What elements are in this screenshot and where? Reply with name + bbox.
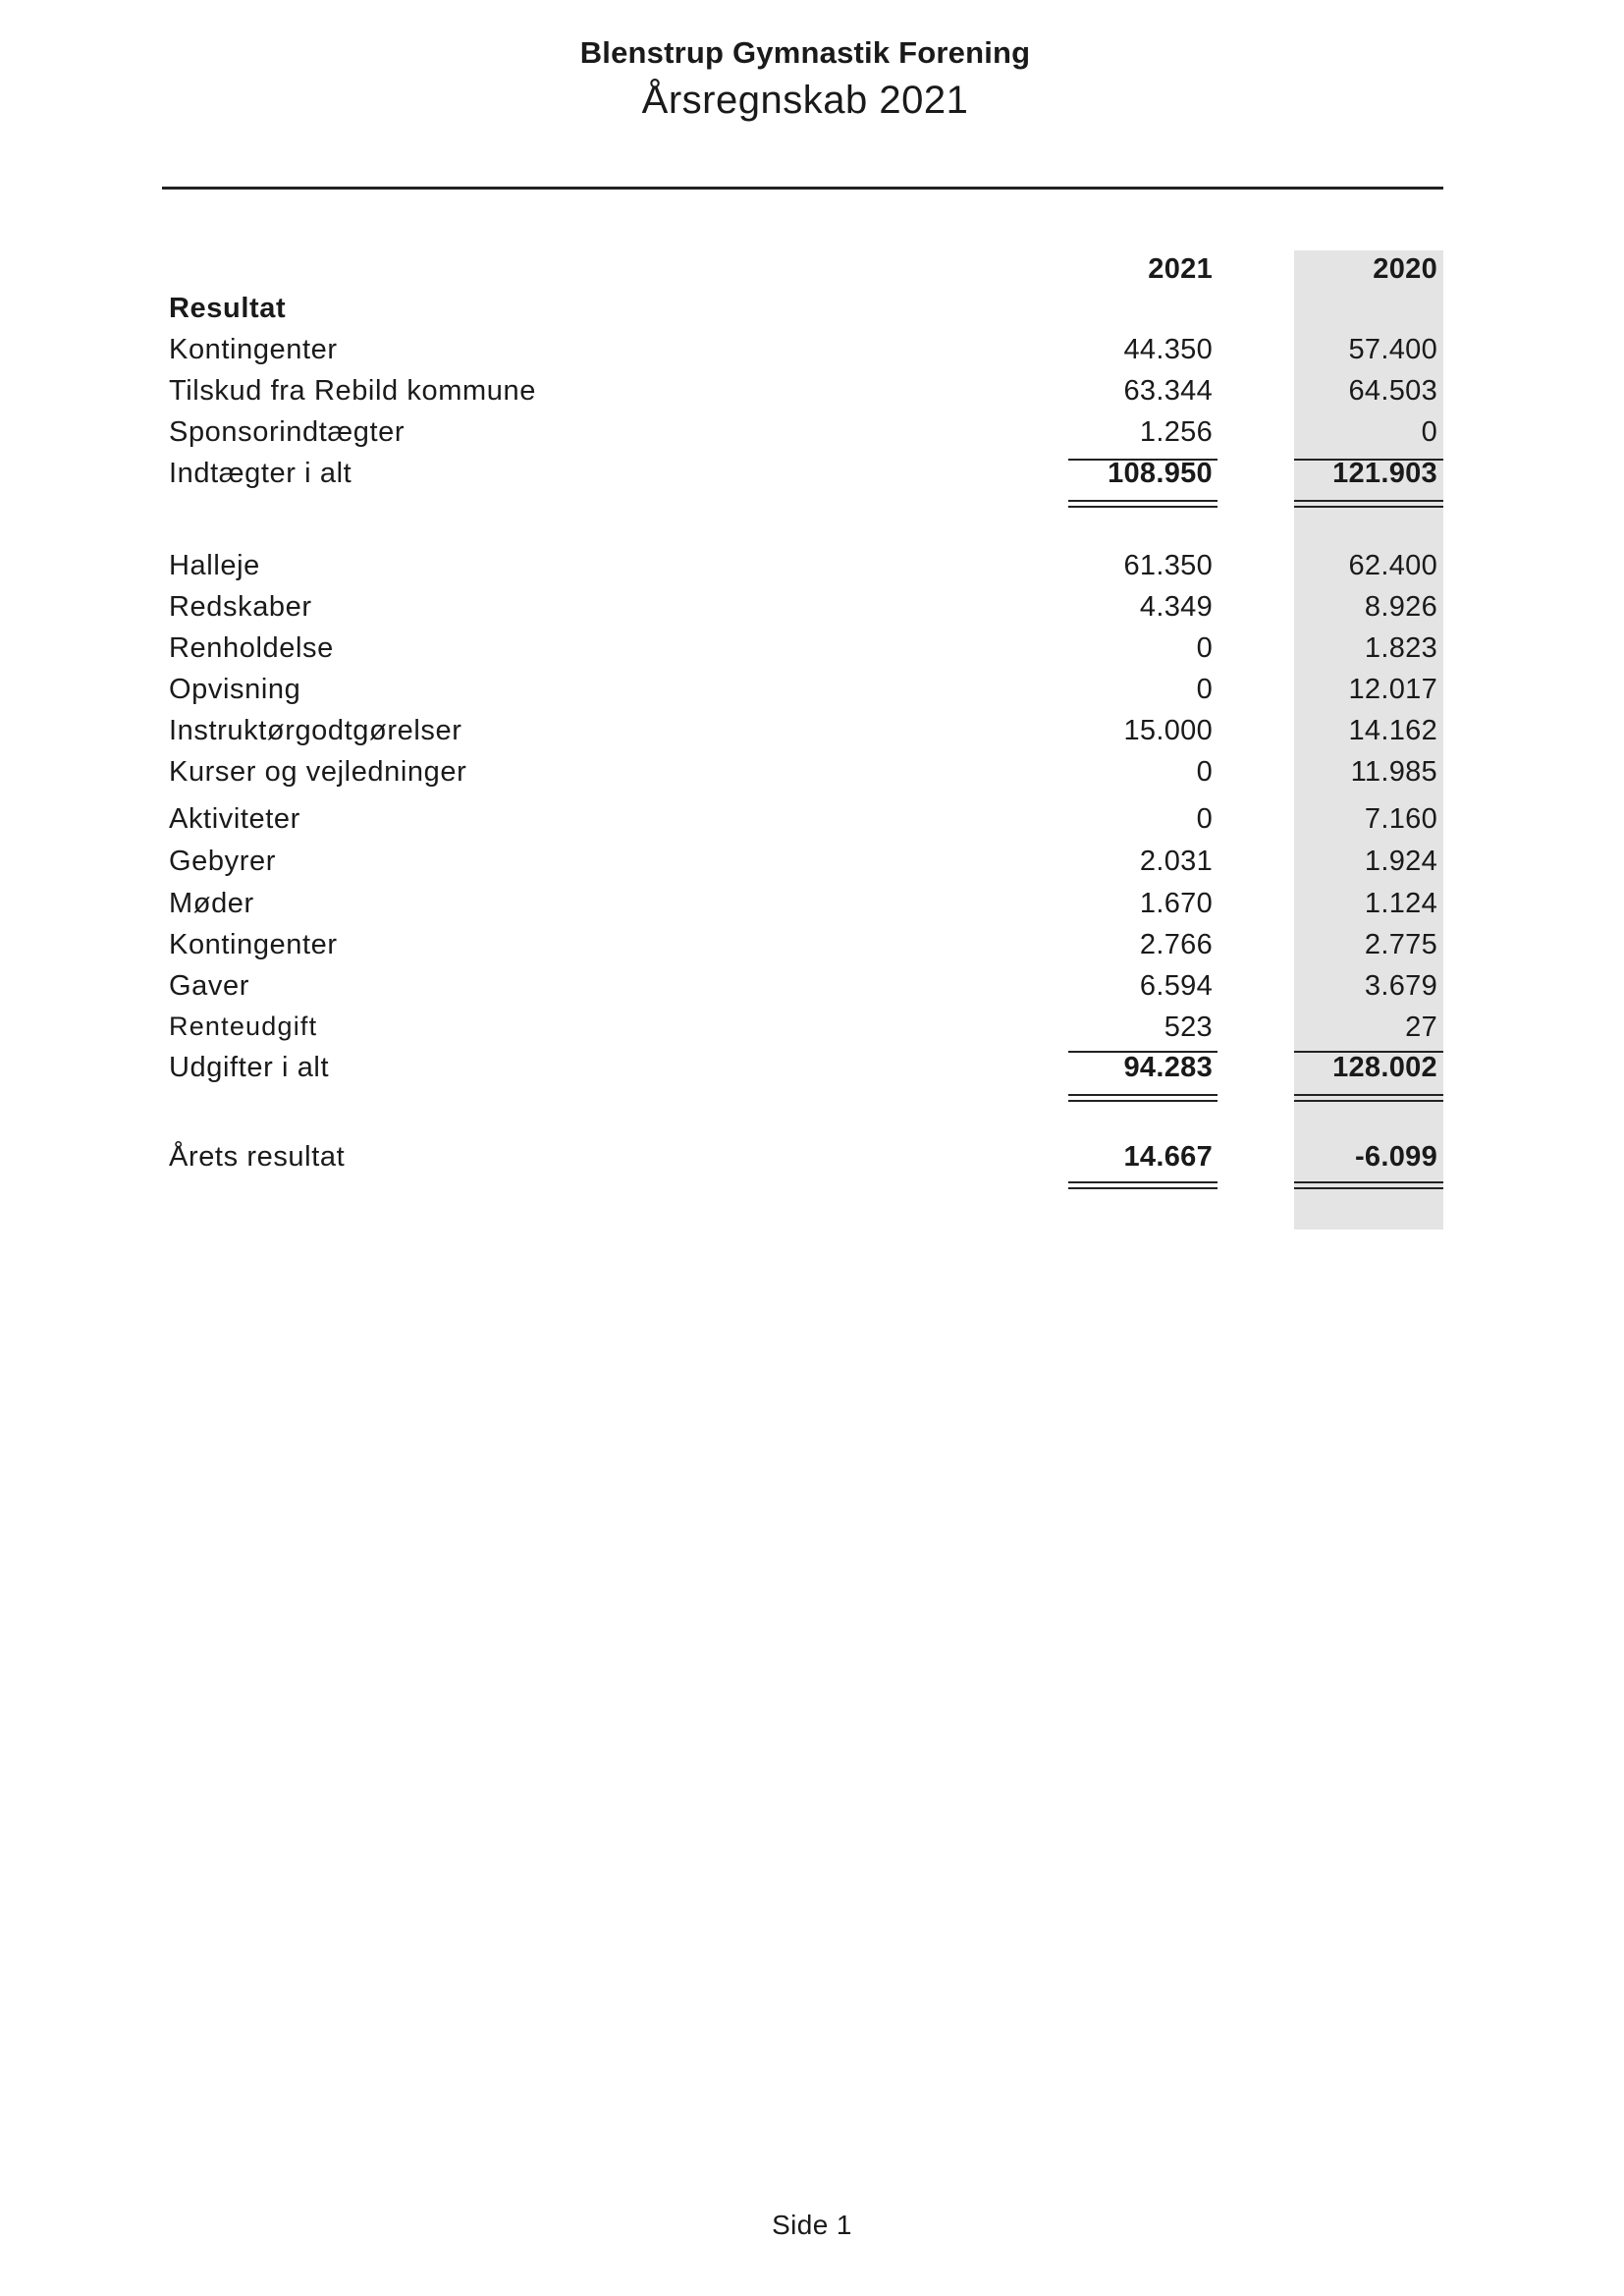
- organization-name: Blenstrup Gymnastik Forening: [579, 35, 1031, 70]
- total-2021: 108.950: [1108, 458, 1213, 489]
- value-2021: 15.000: [1123, 715, 1213, 746]
- result-2020: -6.099: [1354, 1141, 1437, 1173]
- row-label: Opvisning: [169, 674, 301, 705]
- value-2020: 27: [1405, 1011, 1437, 1043]
- column-header-2020: 2020: [1373, 253, 1437, 285]
- table-row: [0, 674, 1624, 713]
- value-2020: 1.924: [1364, 846, 1437, 877]
- total-2020: 128.002: [1332, 1052, 1437, 1083]
- row-label: Aktiviteter: [169, 803, 300, 835]
- row-label: Sponsorindtægter: [169, 416, 406, 448]
- table-row: [0, 715, 1624, 754]
- table-row: [0, 375, 1624, 414]
- value-2021: 44.350: [1123, 334, 1213, 365]
- table-row: [0, 416, 1624, 456]
- value-2020: 12.017: [1348, 674, 1437, 705]
- row-label: Møder: [169, 888, 254, 919]
- section-title-row: [0, 293, 1624, 332]
- row-label: Årets resultat: [169, 1141, 346, 1173]
- double-underline-2020: [1294, 1181, 1443, 1189]
- value-2021: 1.256: [1139, 416, 1213, 448]
- document-title: Årsregnskab 2021: [641, 79, 969, 122]
- section-title: Resultat: [169, 293, 287, 324]
- table-row: [0, 632, 1624, 672]
- income-total-row: [0, 458, 1624, 497]
- table-row: [0, 803, 1624, 843]
- total-2021: 94.283: [1123, 1052, 1213, 1083]
- table-row: [0, 888, 1624, 927]
- row-label: Renholdelse: [169, 632, 334, 664]
- value-2021: 2.766: [1139, 929, 1213, 960]
- value-2021: 6.594: [1139, 970, 1213, 1002]
- row-label: Kontingenter: [169, 929, 338, 960]
- row-label: Renteudgift: [169, 1011, 318, 1041]
- value-2021: 2.031: [1139, 846, 1213, 877]
- row-label: Instruktørgodtgørelser: [169, 715, 462, 746]
- value-2020: 1.124: [1364, 888, 1437, 919]
- table-row: [0, 550, 1624, 589]
- table-row: [0, 756, 1624, 795]
- value-2021: 61.350: [1123, 550, 1213, 581]
- result-row: [0, 1141, 1624, 1180]
- row-label: Kontingenter: [169, 334, 338, 365]
- value-2021: 63.344: [1123, 375, 1213, 407]
- value-2020: 2.775: [1364, 929, 1437, 960]
- column-header-2021: 2021: [1148, 253, 1213, 285]
- table-row: [0, 334, 1624, 373]
- value-2021: 0: [1196, 632, 1213, 664]
- value-2021: 0: [1196, 756, 1213, 788]
- row-label: Indtægter i alt: [169, 458, 352, 489]
- value-2020: 62.400: [1348, 550, 1437, 581]
- table-row: [0, 846, 1624, 885]
- row-label: Halleje: [169, 550, 260, 581]
- table-row: [0, 970, 1624, 1010]
- value-2020: 3.679: [1364, 970, 1437, 1002]
- row-label: Tilskud fra Rebild kommune: [169, 375, 536, 407]
- total-2020: 121.903: [1332, 458, 1437, 489]
- double-underline-2020: [1294, 500, 1443, 508]
- row-label: Gaver: [169, 970, 249, 1002]
- page-number: Side 1: [772, 2210, 852, 2240]
- header-divider: [162, 187, 1443, 190]
- table-row: [0, 929, 1624, 968]
- value-2021: 0: [1196, 803, 1213, 835]
- row-label: Kurser og vejledninger: [169, 756, 467, 788]
- row-label: Gebyrer: [169, 846, 276, 877]
- value-2021: 4.349: [1139, 591, 1213, 623]
- value-2020: 1.823: [1364, 632, 1437, 664]
- row-label: Udgifter i alt: [169, 1052, 330, 1083]
- value-2020: 0: [1421, 416, 1437, 448]
- double-underline-2021: [1068, 1094, 1218, 1102]
- expenses-total-row: [0, 1052, 1624, 1091]
- double-underline-2021: [1068, 500, 1218, 508]
- value-2021: 1.670: [1139, 888, 1213, 919]
- column-header-row: [0, 253, 1624, 293]
- value-2020: 64.503: [1348, 375, 1437, 407]
- value-2020: 8.926: [1364, 591, 1437, 623]
- table-row: [0, 1011, 1624, 1051]
- double-underline-2020: [1294, 1094, 1443, 1102]
- value-2020: 11.985: [1350, 756, 1437, 788]
- table-row: [0, 591, 1624, 630]
- value-2020: 14.162: [1348, 715, 1437, 746]
- value-2021: 523: [1164, 1011, 1213, 1043]
- row-label: Redskaber: [169, 591, 312, 623]
- value-2020: 57.400: [1348, 334, 1437, 365]
- result-2021: 14.667: [1123, 1141, 1213, 1173]
- value-2021: 0: [1196, 674, 1213, 705]
- double-underline-2021: [1068, 1181, 1218, 1189]
- value-2020: 7.160: [1364, 803, 1437, 835]
